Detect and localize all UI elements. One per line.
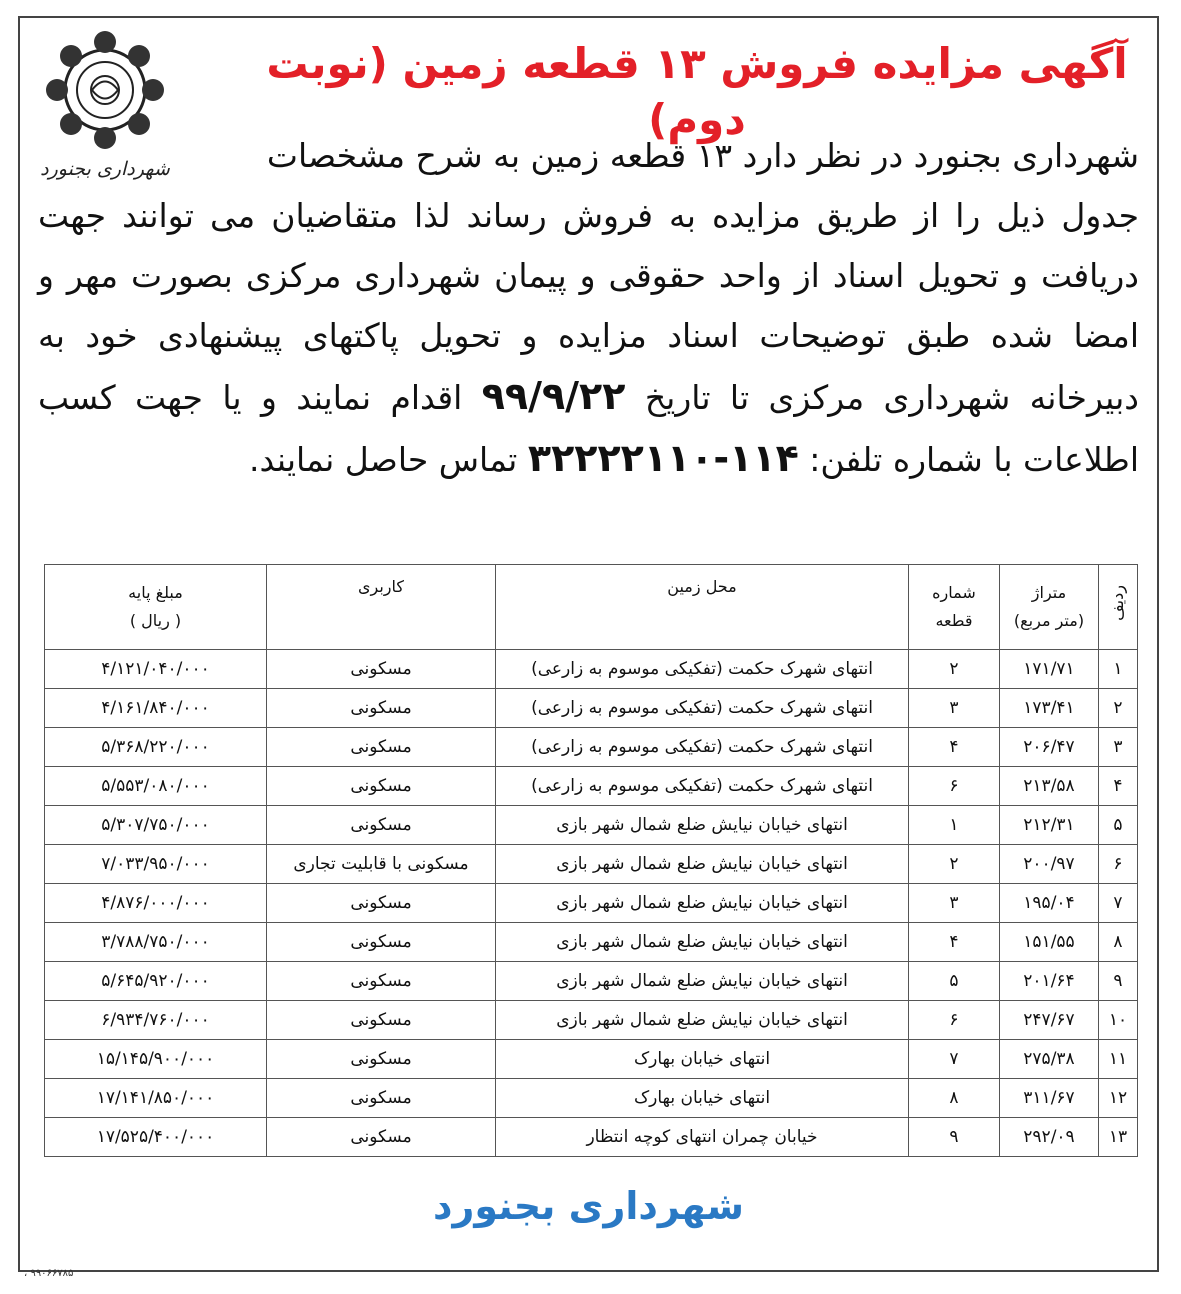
cell-usage: مسکونی	[267, 962, 496, 1001]
cell-idx: ۱۰	[1099, 1001, 1138, 1040]
cell-location: انتهای شهرک حکمت (تفکیکی موسوم به زارعی)	[496, 650, 909, 689]
table-row	[45, 767, 1138, 806]
cell-price: ۵/۶۴۵/۹۲۰/۰۰۰	[45, 962, 267, 1001]
cell-area: ۲۱۲/۳۱	[1000, 806, 1099, 845]
intro-line-5	[38, 366, 1139, 428]
col-idx-header: ردیف	[1099, 565, 1138, 650]
cell-lot: ۴	[909, 728, 1000, 767]
table-row	[45, 845, 1138, 884]
cell-lot: ۸	[909, 1079, 1000, 1118]
cell-area: ۱۷۱/۷۱	[1000, 650, 1099, 689]
cell-price: ۴/۸۷۶/۰۰۰/۰۰۰	[45, 884, 267, 923]
col-location-header: محل زمین	[496, 565, 909, 650]
cell-lot: ۶	[909, 767, 1000, 806]
intro-line-4: امضا شده طبق توضیحات اسناد مزایده و تحویل پاکتهای پیشنهادی خود به	[38, 316, 1139, 355]
col-lot-header: شماره قطعه	[909, 565, 1000, 650]
cell-location: انتهای خیابان نیایش ضلع شمال شهر بازی	[496, 923, 909, 962]
cell-price: ۶/۹۳۴/۷۶۰/۰۰۰	[45, 1001, 267, 1040]
cell-lot: ۶	[909, 1001, 1000, 1040]
intro-line-1: شهرداری بجنورد در نظر دارد ۱۳ قطعه زمین به شرح مشخصات	[266, 136, 1139, 175]
cell-location: انتهای شهرک حکمت (تفکیکی موسوم به زارعی)	[496, 767, 909, 806]
table-row	[45, 689, 1138, 728]
cell-location: انتهای شهرک حکمت (تفکیکی موسوم به زارعی)	[496, 689, 909, 728]
phone-number: ۱۱۴-۳۲۲۲۲۱۱۰	[527, 436, 799, 480]
cell-lot: ۱	[909, 806, 1000, 845]
cell-idx: ۱۳	[1099, 1118, 1138, 1157]
footer-signature: شهرداری بجنورد	[433, 1184, 744, 1228]
cell-idx: ۲	[1099, 689, 1138, 728]
cell-usage: مسکونی	[267, 1001, 496, 1040]
cell-price: ۷/۰۳۳/۹۵۰/۰۰۰	[45, 845, 267, 884]
logo-caption: شهرداری بجنورد	[40, 158, 170, 180]
cell-location: انتهای شهرک حکمت (تفکیکی موسوم به زارعی)	[496, 728, 909, 767]
cell-price: ۵/۳۶۸/۲۲۰/۰۰۰	[45, 728, 267, 767]
cell-idx: ۷	[1099, 884, 1138, 923]
cell-area: ۱۹۵/۰۴	[1000, 884, 1099, 923]
intro-line-5-b: اقدام نمایند و یا جهت کسب	[38, 378, 463, 417]
cell-location: انتهای خیابان نیایش ضلع شمال شهر بازی	[496, 962, 909, 1001]
cell-price: ۱۷/۱۴۱/۸۵۰/۰۰۰	[45, 1079, 267, 1118]
cell-lot: ۵	[909, 962, 1000, 1001]
table-row	[45, 962, 1138, 1001]
cell-location: انتهای خیابان بهارک	[496, 1079, 909, 1118]
cell-lot: ۳	[909, 689, 1000, 728]
cell-idx: ۱	[1099, 650, 1138, 689]
intro-line-6-a: اطلاعات با شماره تلفن:	[809, 440, 1139, 479]
intro-line-3: دریافت و تحویل اسناد از واحد حقوقی و پیمان شهرداری مرکزی بصورت مهر و	[38, 256, 1139, 295]
intro-line-6-b: تماس حاصل نمایند.	[249, 440, 518, 479]
cell-price: ۱۵/۱۴۵/۹۰۰/۰۰۰	[45, 1040, 267, 1079]
cell-price: ۴/۱۲۱/۰۴۰/۰۰۰	[45, 650, 267, 689]
table-row	[45, 884, 1138, 923]
cell-area: ۱۵۱/۵۵	[1000, 923, 1099, 962]
cell-usage: مسکونی	[267, 884, 496, 923]
cell-idx: ۸	[1099, 923, 1138, 962]
table-row	[45, 806, 1138, 845]
notice-title: آگهی مزایده فروش ۱۳ قطعه زمین (نوبت دوم)	[266, 39, 1128, 144]
cell-usage: مسکونی	[267, 1040, 496, 1079]
cell-location: انتهای خیابان نیایش ضلع شمال شهر بازی	[496, 845, 909, 884]
cell-price: ۱۷/۵۲۵/۴۰۰/۰۰۰	[45, 1118, 267, 1157]
cell-usage: مسکونی	[267, 689, 496, 728]
cell-usage: مسکونی	[267, 1118, 496, 1157]
table-row	[45, 1079, 1138, 1118]
table-row	[45, 728, 1138, 767]
cell-location: انتهای خیابان نیایش ضلع شمال شهر بازی	[496, 1001, 909, 1040]
cell-usage: مسکونی	[267, 1079, 496, 1118]
lots-table	[44, 564, 1138, 1157]
cell-location: انتهای خیابان بهارک	[496, 1040, 909, 1079]
intro-line-6	[38, 428, 1139, 490]
cell-area: ۲۰۱/۶۴	[1000, 962, 1099, 1001]
col-usage-header: کاربری	[267, 565, 496, 650]
cell-lot: ۴	[909, 923, 1000, 962]
cell-area: ۲۷۵/۳۸	[1000, 1040, 1099, 1079]
cell-usage: مسکونی با قابلیت تجاری	[267, 845, 496, 884]
cell-idx: ۳	[1099, 728, 1138, 767]
cell-area: ۲۹۲/۰۹	[1000, 1118, 1099, 1157]
cell-idx: ۱۲	[1099, 1079, 1138, 1118]
cell-usage: مسکونی	[267, 923, 496, 962]
cell-idx: ۹	[1099, 962, 1138, 1001]
cell-price: ۴/۱۶۱/۸۴۰/۰۰۰	[45, 689, 267, 728]
intro-paragraph	[38, 126, 1139, 490]
cell-location: خیابان چمران انتهای کوچه انتظار	[496, 1118, 909, 1157]
ad-code: ۹۹۰۶۶۷۸۵ ،	[24, 1268, 74, 1279]
cell-usage: مسکونی	[267, 650, 496, 689]
cell-area: ۲۰۰/۹۷	[1000, 845, 1099, 884]
cell-area: ۱۷۳/۴۱	[1000, 689, 1099, 728]
deadline-date: ۹۹/۹/۲۲	[481, 374, 626, 418]
intro-line-5-a: دبیرخانه شهرداری مرکزی تا تاریخ	[644, 378, 1139, 417]
notice-frame	[18, 16, 1159, 1279]
cell-location: انتهای خیابان نیایش ضلع شمال شهر بازی	[496, 884, 909, 923]
cell-price: ۵/۵۵۳/۰۸۰/۰۰۰	[45, 767, 267, 806]
cell-usage: مسکونی	[267, 728, 496, 767]
cell-price: ۳/۷۸۸/۷۵۰/۰۰۰	[45, 923, 267, 962]
table-row	[45, 1001, 1138, 1040]
cell-idx: ۱۱	[1099, 1040, 1138, 1079]
cell-area: ۲۱۳/۵۸	[1000, 767, 1099, 806]
cell-usage: مسکونی	[267, 806, 496, 845]
cell-idx: ۵	[1099, 806, 1138, 845]
intro-line-2: جدول ذیل را از طریق مزایده به فروش رساند لذا متقاضیان می توانند جهت	[38, 196, 1139, 235]
table-row	[45, 650, 1138, 689]
cell-area: ۳۱۱/۶۷	[1000, 1079, 1099, 1118]
table-row	[45, 923, 1138, 962]
cell-lot: ۳	[909, 884, 1000, 923]
cell-area: ۲۰۶/۴۷	[1000, 728, 1099, 767]
cell-lot: ۹	[909, 1118, 1000, 1157]
col-price-header: مبلغ پایه ( ریال )	[45, 565, 267, 650]
cell-location: انتهای خیابان نیایش ضلع شمال شهر بازی	[496, 806, 909, 845]
col-area-header: متراژ (متر مربع)	[1000, 565, 1099, 650]
cell-lot: ۲	[909, 845, 1000, 884]
cell-lot: ۷	[909, 1040, 1000, 1079]
cell-price: ۵/۳۰۷/۷۵۰/۰۰۰	[45, 806, 267, 845]
table-row	[45, 1118, 1138, 1157]
table-header-row	[45, 565, 1138, 650]
table-row	[45, 1040, 1138, 1079]
cell-usage: مسکونی	[267, 767, 496, 806]
cell-idx: ۴	[1099, 767, 1138, 806]
cell-area: ۲۴۷/۶۷	[1000, 1001, 1099, 1040]
cell-idx: ۶	[1099, 845, 1138, 884]
cell-lot: ۲	[909, 650, 1000, 689]
